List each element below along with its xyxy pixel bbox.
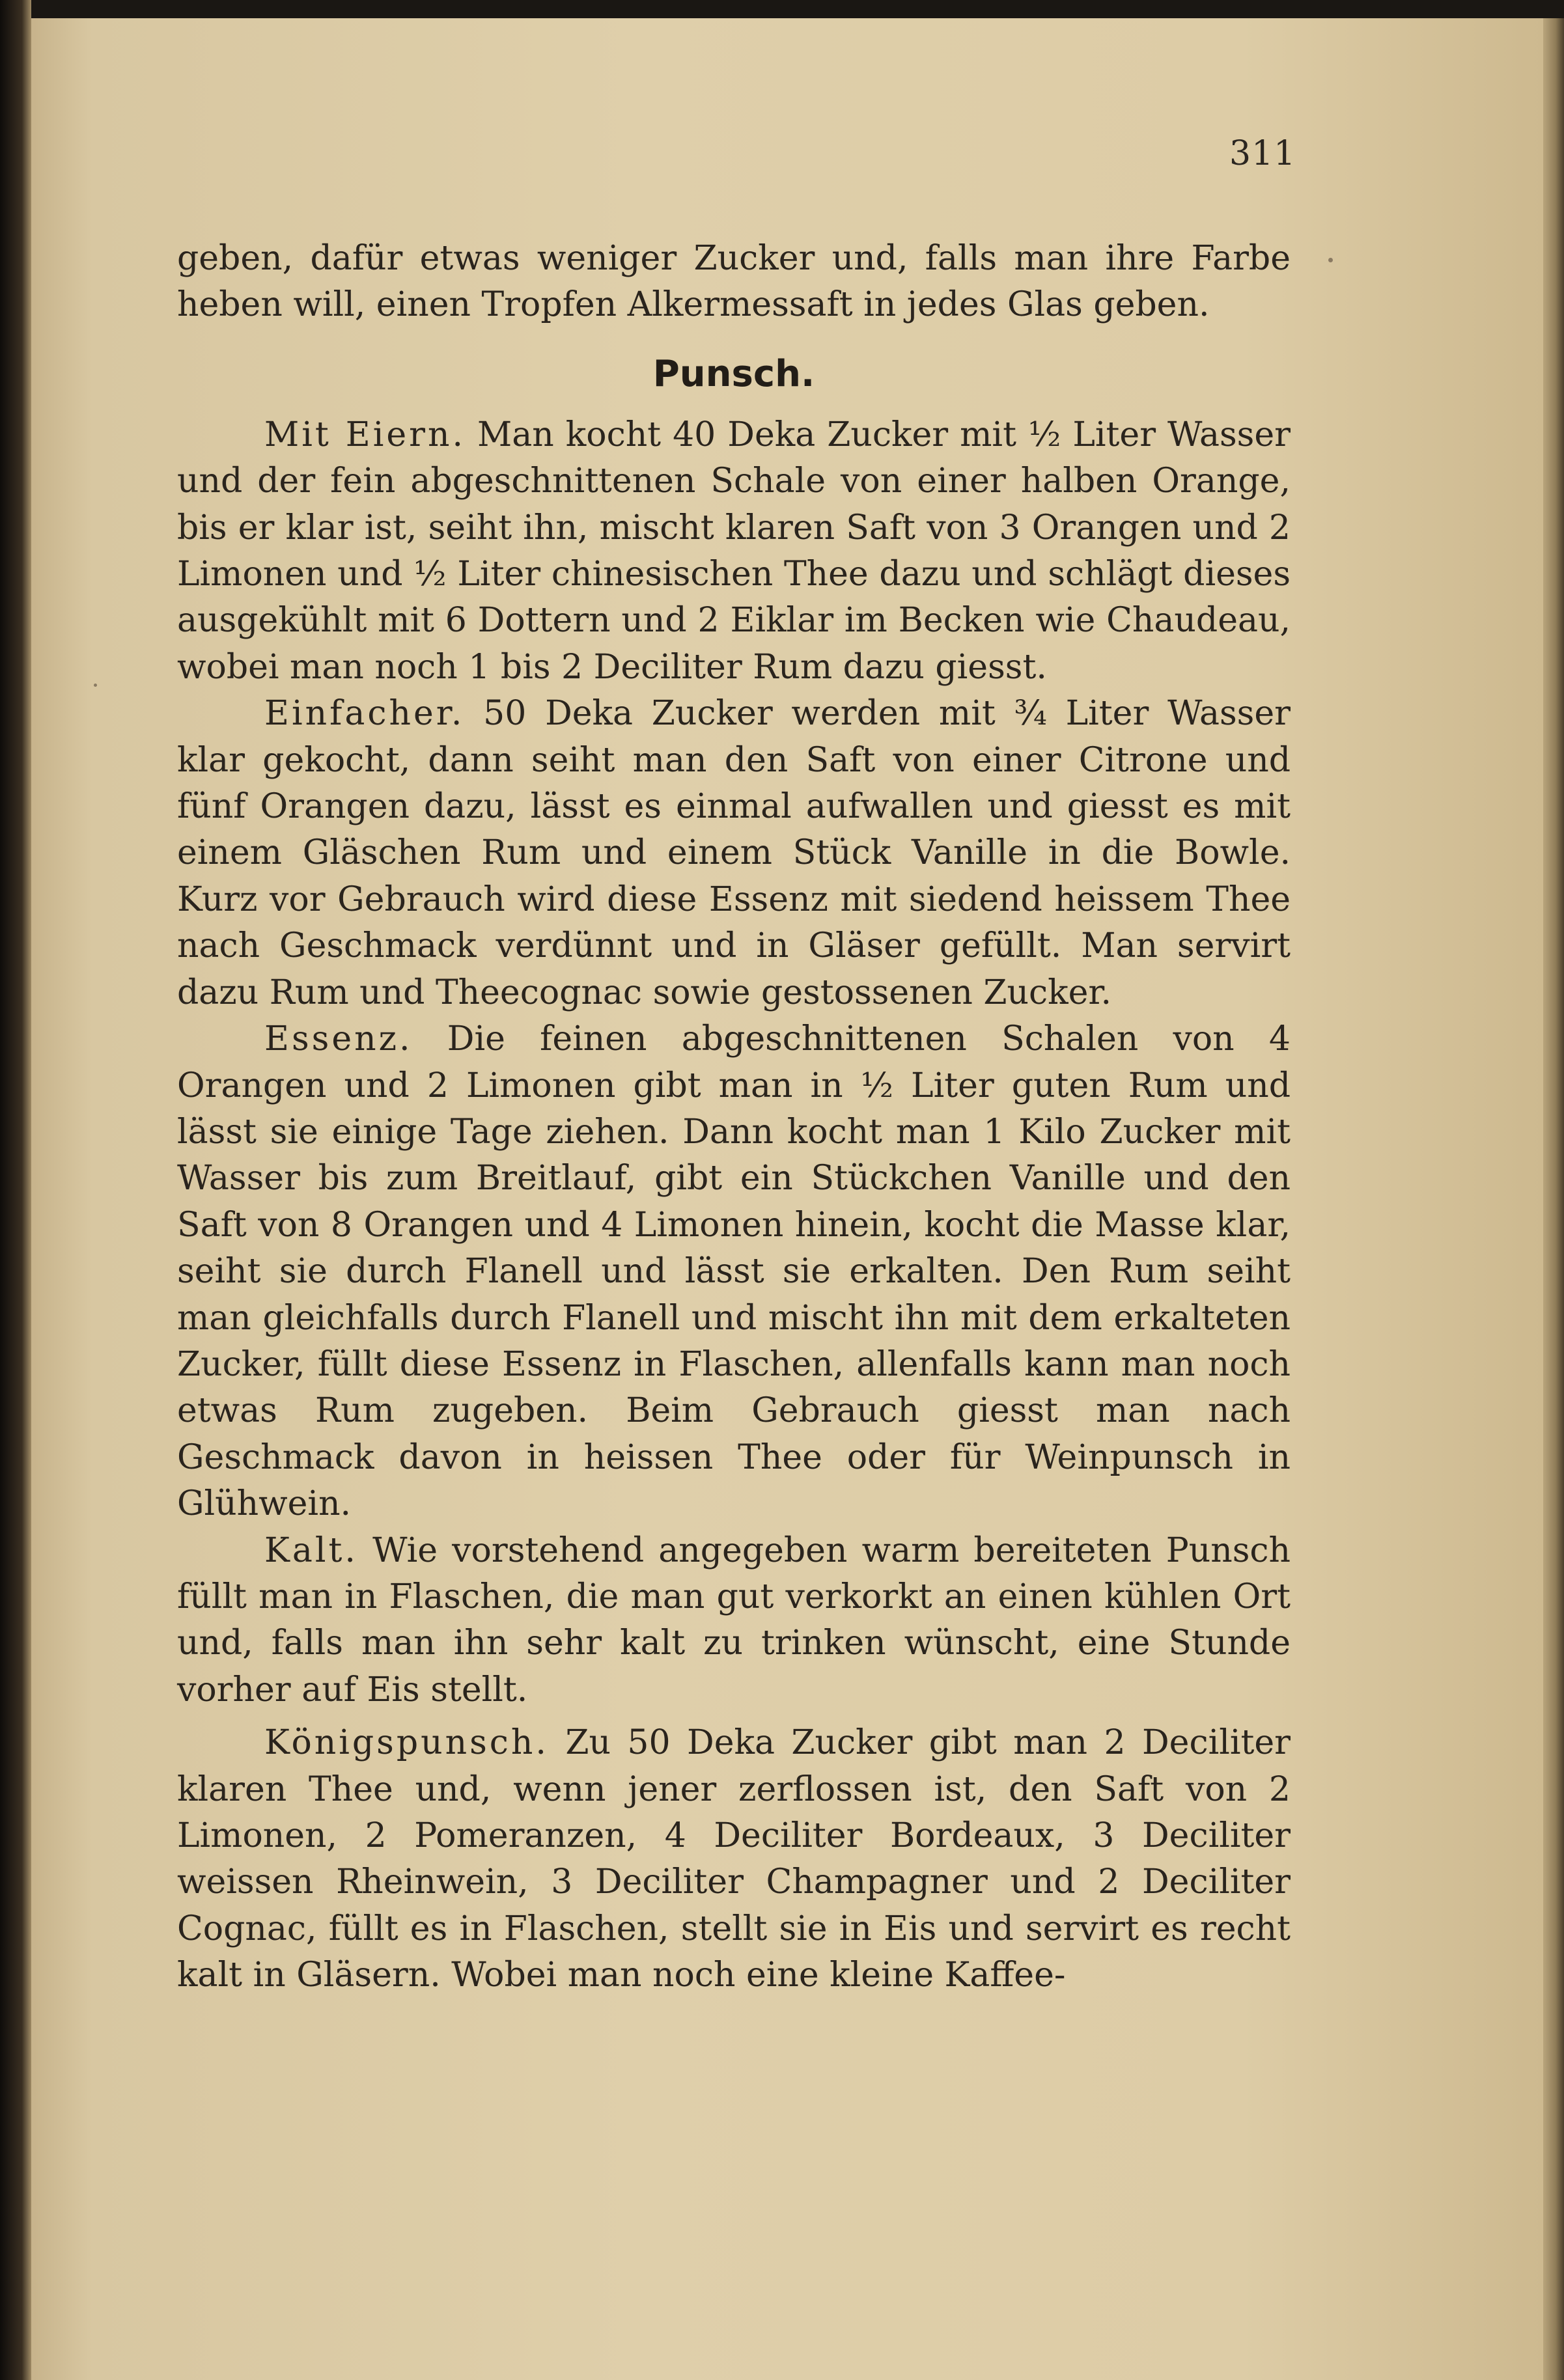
page-text — [177, 236, 1291, 1999]
page-binding-edge — [0, 0, 31, 2380]
recipe-label: Einfacher. — [264, 694, 465, 734]
paper-speck — [1328, 258, 1333, 262]
recipe-label: Essenz. — [264, 1019, 413, 1059]
intro-paragraph: geben, dafür etwas weniger Zucker und, falls man ihre Farbe heben will, einen Tropfen Alkermessaft in jedes Glas geben. — [177, 239, 1291, 325]
recipe-paragraph-einfacher — [177, 691, 1291, 1016]
recipe-label: Mit Eiern. — [264, 415, 466, 454]
page-fore-edge — [1543, 18, 1564, 2380]
recipe-label: Kalt. — [264, 1530, 358, 1570]
recipe-text: Man kocht 40 Deka Zucker mit ½ Liter Wasser und der fein abgeschnittenen Schale von einer halben Orange, bis er klar ist, seiht ihn, mischt klaren Saft von 3 Orangen und 2 Limonen und ½ Liter chinesischen Thee dazu und schlägt dieses ausgekühlt mit 6 Dottern und 2 Eiklar im Becken wie Chaudeau, wobei man noch 1 bis 2 Deciliter Rum dazu giesst. — [177, 415, 1291, 687]
recipe-text: Wie vorstehend angegeben warm bereiteten Punsch füllt man in Flaschen, die man gut verkorkt an einen kühlen Ort und, falls man ihn sehr kalt zu trinken wünscht, eine Stunde vorher auf Eis stellt. — [177, 1530, 1291, 1709]
recipe-paragraph-essenz — [177, 1016, 1291, 1527]
recipe-text: 50 Deka Zucker werden mit ¾ Liter Wasser klar gekocht, dann seiht man den Saft von einer Citrone und fünf Orangen dazu, lässt es einmal aufwallen und giesst es mit einem Gläschen Rum und einem Stück Vanille in die Bowle. Kurz vor Gebrauch wird diese Essenz mit siedend heissem Thee nach Geschmack verdünnt und in Gläser gefüllt. Man servirt dazu Rum und Theecognac sowie gestossenen Zucker. — [177, 694, 1291, 1012]
section-heading: Punsch. — [652, 352, 815, 395]
page-number: 311 — [1229, 134, 1296, 173]
recipe-paragraph-koenigspunsch — [177, 1720, 1291, 1999]
recipe-label: Königspunsch. — [264, 1723, 549, 1763]
recipe-text: Zu 50 Deka Zucker gibt man 2 Deciliter klaren Thee und, wenn jener zerflossen ist, den Saft von 2 Limonen, 2 Pomeranzen, 4 Deciliter Bordeaux, 3 Deciliter weissen Rheinwein, 3 Deciliter Champagner und 2 Deciliter Cognac, füllt es in Flaschen, stellt sie in Eis und servirt es recht kalt in Gläsern. Wobei man noch eine kleine Kaffee- — [177, 1723, 1291, 1995]
recipe-text: Die feinen abgeschnittenen Schalen von 4 Orangen und 2 Limonen gibt man in ½ Liter guten Rum und lässt sie einige Tage ziehen. Dann kocht man 1 Kilo Zucker mit Wasser bis zum Breitlauf, gibt ein Stückchen Vanille und den Saft von 8 Orangen und 4 Limonen hinein, kocht die Masse klar, seiht sie durch Flanell und lässt sie erkalten. Den Rum seiht man gleichfalls durch Flanell und mischt ihn mit dem erkalteten Zucker, füllt diese Essenz in Flaschen, allenfalls kann man noch etwas Rum zugeben. Beim Gebrauch giesst man nach Geschmack davon in heissen Thee oder für Weinpunsch in Glühwein. — [177, 1019, 1291, 1524]
paper-speck — [94, 684, 97, 687]
recipe-paragraph-mit-eiern — [177, 412, 1291, 691]
recipe-paragraph-kalt — [177, 1528, 1291, 1714]
